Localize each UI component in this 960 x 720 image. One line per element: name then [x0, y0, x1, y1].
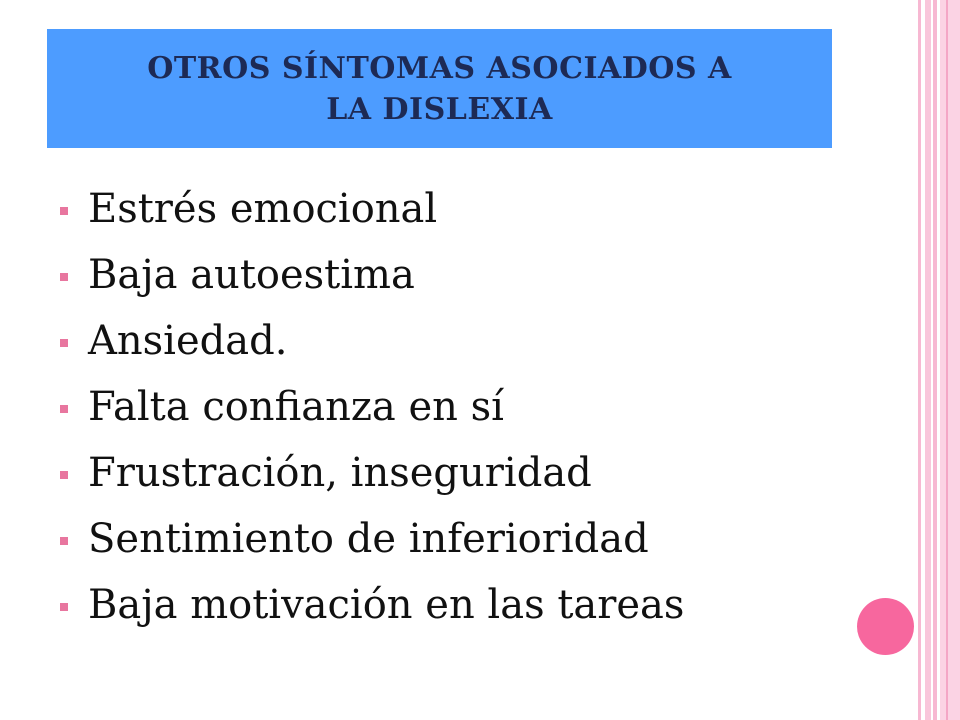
bullet-marker-icon — [60, 537, 68, 545]
decorative-side-bar — [946, 0, 948, 720]
decorative-side-bar — [925, 0, 931, 720]
list-item — [60, 440, 684, 506]
title-banner — [47, 29, 832, 148]
list-item-text: Baja motivación en las tareas — [88, 582, 685, 628]
list-item — [60, 572, 684, 638]
list-item-text: Baja autoestima — [88, 252, 415, 298]
bullet-marker-icon — [60, 603, 68, 611]
list-item — [60, 374, 684, 440]
bullet-marker-icon — [60, 405, 68, 413]
bullet-marker-icon — [60, 273, 68, 281]
list-item — [60, 308, 684, 374]
decorative-side-bar — [933, 0, 937, 720]
bullet-marker-icon — [60, 339, 68, 347]
bullet-list — [60, 176, 684, 638]
list-item — [60, 242, 684, 308]
slide-title: OTROS SÍNTOMAS ASOCIADOS A LA DISLEXIA — [147, 50, 732, 127]
list-item-text: Falta confianza en sí — [88, 384, 504, 430]
decorative-side-bar — [918, 0, 921, 720]
decorative-pink-circle — [857, 598, 914, 655]
list-item — [60, 176, 684, 242]
list-item-text: Ansiedad. — [88, 318, 288, 364]
decorative-side-bar — [940, 0, 960, 720]
bullet-marker-icon — [60, 471, 68, 479]
list-item — [60, 506, 684, 572]
list-item-text: Sentimiento de inferioridad — [88, 516, 649, 562]
list-item-text: Frustración, inseguridad — [88, 450, 592, 496]
list-item-text: Estrés emocional — [88, 186, 438, 232]
bullet-marker-icon — [60, 207, 68, 215]
